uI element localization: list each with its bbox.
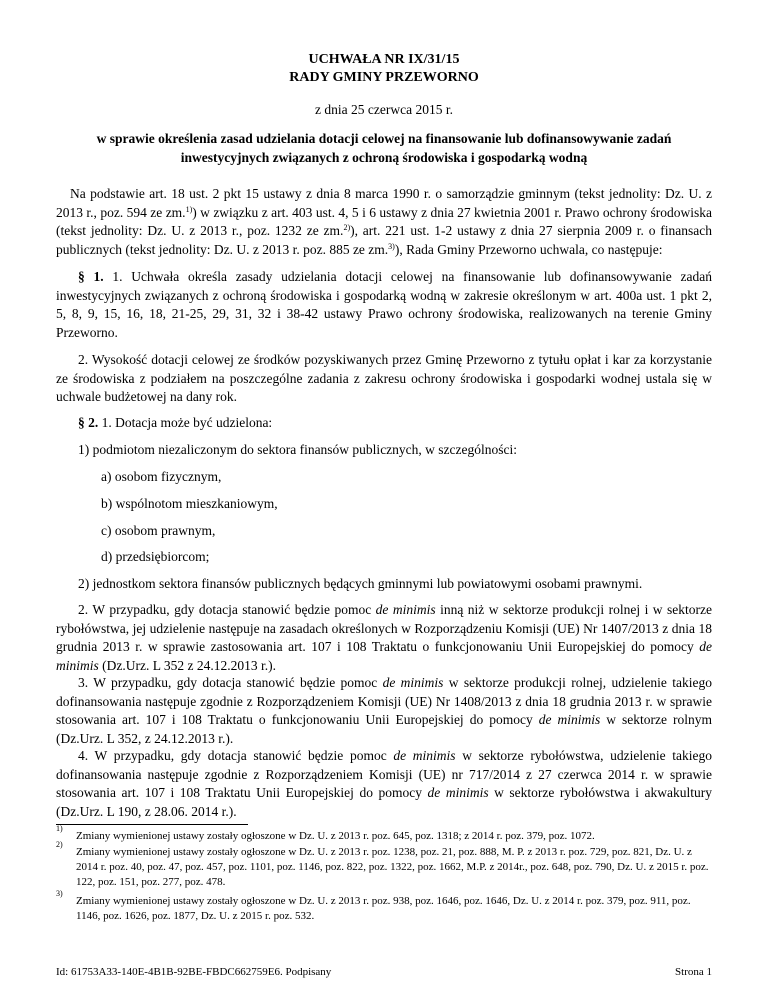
- section-1-paragraph-2: 2. Wysokość dotacji celowej ze środków pozyskiwanych przez Gminę Przeworno z tytułu opłat i kar za korzystanie ze środowiska z podziałem na poszczególne zadania z zakresu ochrony środowiska i gospodarki wodnej ustala się w uchwale budżetowej na dany rok.: [56, 352, 712, 404]
- list-item-1: 1) podmiotom niezaliczonym do sektora finansów publicznych, w szczególności:: [78, 442, 518, 457]
- footnote-2: 2) Zmiany wymienionej ustawy zostały ogłoszone w Dz. U. z 2013 r. poz. 1238, poz. 21, poz. 888, M. P. z 2013 r. poz. 729, poz. 821, Dz. U. z 2014 r. poz. 40, poz. 47, poz. 457, poz. 1101, poz. 1146, poz. 822, poz. 1322, poz. 1662, M.P. z 2014r., poz. 648, poz. 790, Dz. U. z 2015 r. poz. 122, poz. 151, poz. 277, poz. 478.: [56, 845, 712, 890]
- section-1-p1-text: 1. Uchwała określa zasady udzielania dotacji celowej na finansowanie lub dofinansowywanie zadań inwestycyjnych związanych z ochroną środowiska i gospodarką wodną w zakresie określonym w art. 400a ust. 1 pkt 2, 5, 8, 9, 15, 16, 18, 21-25, 29, 31, 32 i 38-42 ustawy Prawo ochrony środowiska, realizowanych na terenie Gminy Przeworno.: [56, 269, 712, 340]
- preamble-text-a: Na podstawie art. 18 ust. 2 pkt 15 ustawy z dnia 8 marca 1990 r. o samorządzie gminnym (tekst jednolity: Dz. U. z 2013 r., poz. 594 ze zm.: [56, 186, 712, 220]
- footnote-ref-1: 1): [185, 204, 193, 214]
- preamble-text-c: ), art. 221 ust. 1-2 ustawy z dnia 27 sierpnia 2009 r. o finansach publicznych (tekst jednolity: Dz. U. z 2013 r. poz. 885 ze zm.: [56, 223, 712, 257]
- footnote-divider: [56, 824, 248, 825]
- section-2-paragraph-2: [56, 601, 712, 675]
- list-subitem-a: a) osobom fizycznym,: [101, 469, 222, 484]
- p2-de-minimis-1: de minimis: [375, 602, 436, 617]
- section-1-paragraph-1: [56, 268, 712, 342]
- p2-text-a: 2. W przypadku, gdy dotacja stanowić będzie pomoc: [78, 602, 376, 617]
- page-number: Strona 1: [675, 966, 712, 978]
- p3-text-a: 3. W przypadku, gdy dotacja stanowić będzie pomoc: [78, 675, 383, 690]
- footnote-3: 3) Zmiany wymienionej ustawy zostały ogłoszone w Dz. U. z 2013 r. poz. 938, poz. 1646, poz. 1646, Dz. U. z 2014 r. poz. 379, poz. 911, poz. 1146, poz. 1626, poz. 1877, Dz. U. z 2015 r. poz. 532.: [56, 894, 712, 924]
- p3-de-minimis-1: de minimis: [382, 675, 444, 690]
- preamble-text-d: ), Rada Gminy Przeworno uchwala, co następuje:: [394, 241, 663, 257]
- list-item-2: 2) jednostkom sektora finansów publicznych będących gminnymi lub powiatowymi osobami prawnymi.: [78, 576, 643, 591]
- p3-text-e: w sektorze rolnym (Dz.Urz. L 352, z 24.12.2013 r.).: [56, 712, 712, 746]
- p2-text-e: (Dz.Urz. L 352 z 24.12.2013 r.).: [98, 657, 276, 673]
- footnote-1: 1) Zmiany wymienionej ustawy zostały ogłoszone w Dz. U. z 2013 r. poz. 645, poz. 1318; z 2014 r. poz. 379, poz. 1072.: [56, 829, 712, 844]
- resolution-number: UCHWAŁA NR IX/31/15: [308, 52, 460, 67]
- p3-de-minimis-2: de minimis: [538, 712, 601, 727]
- footnote-1-text: Zmiany wymienionej ustawy zostały ogłoszone w Dz. U. z 2013 r. poz. 645, poz. 1318; z 2014 r. poz. 379, poz. 1072.: [76, 830, 595, 842]
- section-1-label: § 1.: [78, 269, 104, 284]
- p4-text-e: w sektorze rybołówstwa i akwakultury (Dz.Urz. L 190, z 28.06. 2014 r.).: [56, 785, 712, 819]
- section-2-label: § 2.: [78, 415, 99, 430]
- footnote-2-text: Zmiany wymienionej ustawy zostały ogłoszone w Dz. U. z 2013 r. poz. 1238, poz. 21, poz. 888, M. P. z 2013 r. poz. 729, poz. 821, Dz. U. z 2014 r. poz. 40, poz. 47, poz. 457, poz. 1101, poz. 1146, poz. 822, poz. 1322, poz. 1662, M.P. z 2014r., poz. 648, poz. 790, Dz. U. z 2015 r. poz. 122, poz. 151, poz. 277, poz. 478.: [76, 846, 709, 888]
- council-name: RADY GMINY PRZEWORNO: [289, 70, 479, 85]
- resolution-subject: w sprawie określenia zasad udzielania dotacji celowej na finansowanie lub dofinansowywanie zadań inwestycyjnych związanych z ochroną środowiska i gospodarką wodną: [96, 131, 672, 165]
- section-2-paragraph-4: [56, 747, 712, 821]
- list-subitem-d: d) przedsiębiorcom;: [101, 549, 210, 564]
- list-subitem-b: b) wspólnotom mieszkaniowym,: [101, 496, 278, 511]
- section-2-paragraph-3: [56, 674, 712, 748]
- p2-text-c: inną niż w sektorze produkcji rolnej i w sektorze rybołówstwa, jej udzielenie następuje na zasadach określonych w Rozporządzeniu Komisji (UE) Nr 1407/2013 z dnia 18 grudnia 2013 r. w sprawie zastosowania art. 107 i 108 Traktatu o funkcjonowaniu Unii Europejskiej do pomocy: [56, 602, 712, 654]
- preamble-text-b: ) w związku z art. 403 ust. 4, 5 i 6 ustawy z dnia 27 kwietnia 2001 r. Prawo ochrony środowiska (tekst jednolity: Dz. U. z 2013 r., poz. 1232 ze zm.: [56, 204, 712, 238]
- p4-de-minimis-1: de minimis: [393, 748, 456, 763]
- footnote-ref-2: 2): [343, 223, 351, 232]
- footnote-3-text: Zmiany wymienionej ustawy zostały ogłoszone w Dz. U. z 2013 r. poz. 938, poz. 1646, poz. 1646, Dz. U. z 2014 r. poz. 379, poz. 911, poz. 1146, poz. 1626, poz. 1877, Dz. U. z 2015 r. poz. 532.: [76, 895, 691, 922]
- list-subitem-c: c) osobom prawnym,: [101, 523, 216, 538]
- section-2-p1-text: 1. Dotacja może być udzielona:: [98, 415, 273, 430]
- p4-text-c: w sektorze rybołówstwa, udzielenie takiego dofinansowania następuje zgodnie z Rozporządzeniem Komisji (UE) nr 717/2014 z 27 czerwca 2014 r. w sprawie stosowania art. 107 i 108 Traktatu Unii Europejskiej do pomocy: [56, 748, 713, 800]
- section-2-paragraph-1: [56, 414, 712, 433]
- preamble: [56, 185, 712, 259]
- p4-text-a: 4. W przypadku, gdy dotacja stanowić będzie pomoc: [78, 748, 394, 763]
- p3-text-c: w sektorze produkcji rolnej, udzielenie takiego dofinansowania następuje zgodnie z Rozporządzeniem Komisji (UE) Nr 1408/2013 z dnia 18 grudnia 2013 r. w sprawie stosowania art. 107 i 108 Traktatu o funkcjonowaniu Unii Europejskiej do pomocy: [56, 675, 712, 727]
- document-id: Id: 61753A33-140E-4B1B-92BE-FBDC662759E6. Podpisany: [56, 966, 332, 978]
- p2-de-minimis-2: de minimis: [56, 639, 712, 673]
- footnote-ref-3: 3): [388, 241, 395, 251]
- resolution-date: z dnia 25 czerwca 2015 r.: [315, 102, 453, 117]
- p4-de-minimis-2: de minimis: [427, 785, 489, 800]
